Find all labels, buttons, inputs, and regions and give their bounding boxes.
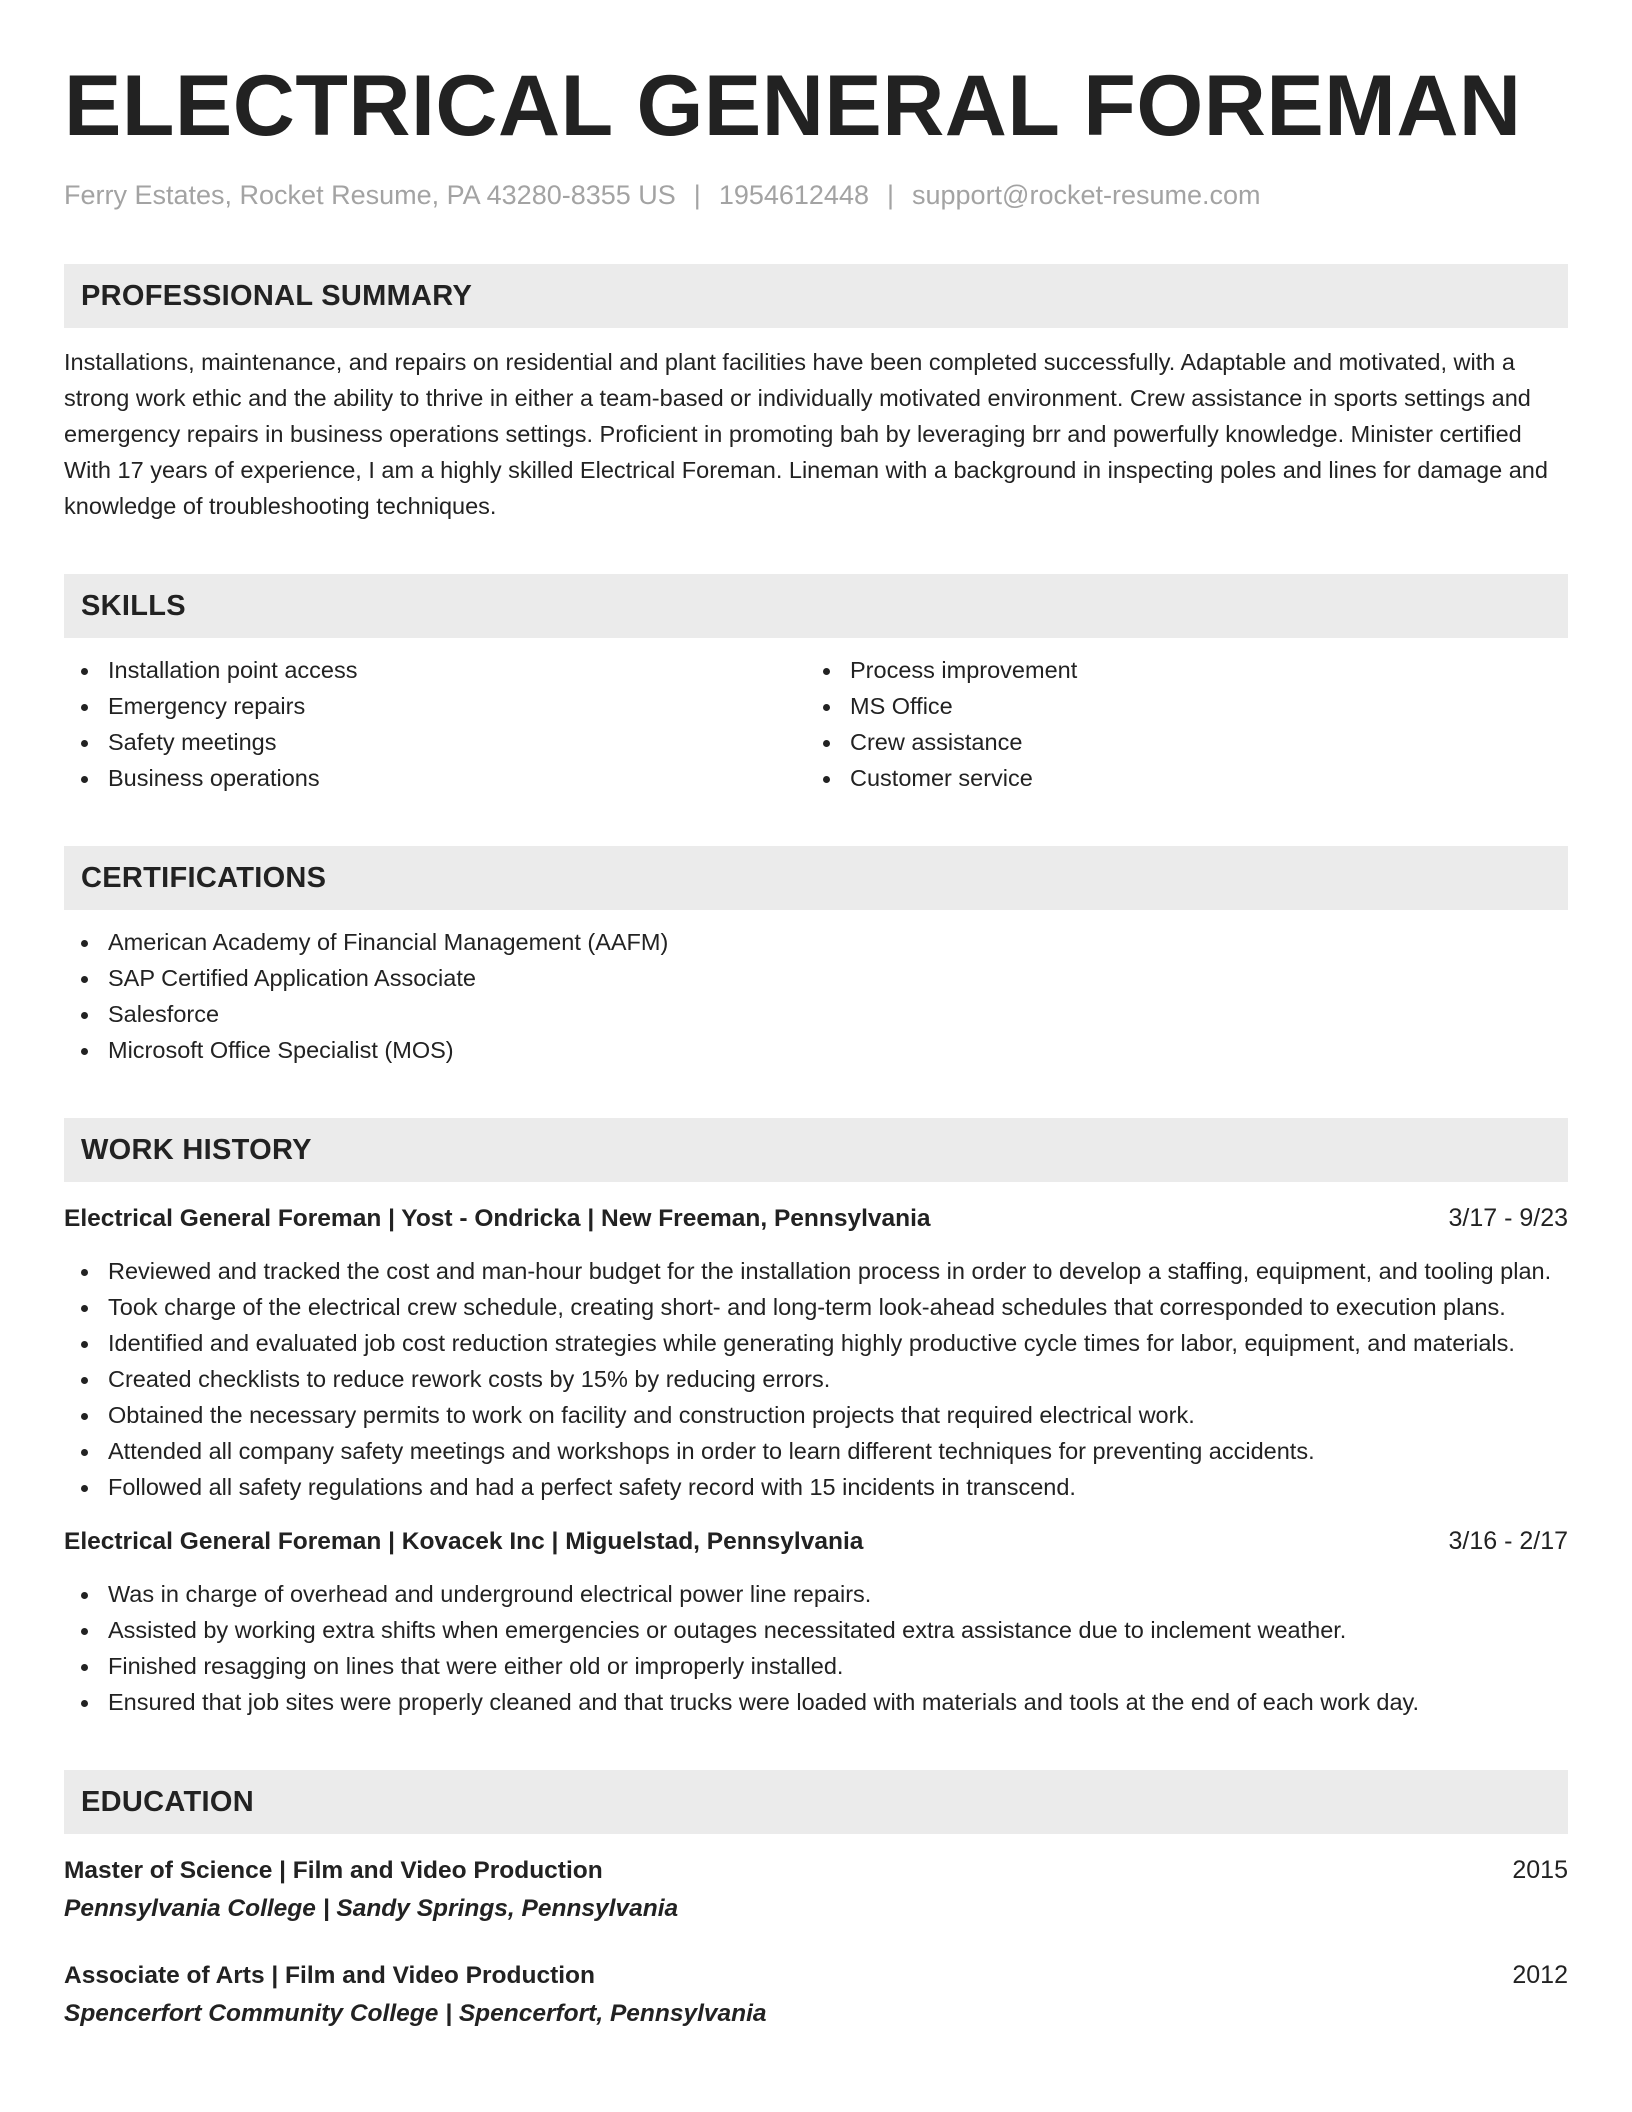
education-header [64,1770,1568,1834]
job-duty: Reviewed and tracked the cost and man-hour budget for the installation process in order to develop a staffing, equipment, and tooling plan. [64,1253,1568,1289]
contact-email: support@rocket-resume.com [912,180,1261,210]
education-degree: Associate of Arts | Film and Video Production [64,1962,595,1989]
certifications-header [64,846,1568,910]
education-degree: Master of Science | Film and Video Production [64,1857,603,1884]
contact-phone: 1954612448 [718,180,869,210]
job-duty: Finished resagging on lines that were either old or improperly installed. [64,1648,1568,1684]
certification-item: American Academy of Financial Management (AAFM) [64,924,1568,960]
contact-line [64,178,1568,212]
skill-item: Emergency repairs [64,688,806,724]
job-heading-row [64,1200,1568,1237]
job-entry [64,1523,1568,1720]
job-duty: Attended all company safety meetings and workshops in order to learn different techniques for preventing accidents. [64,1433,1568,1469]
job-duties [64,1253,1568,1505]
certifications-title: CERTIFICATIONS [81,861,327,894]
skill-item: MS Office [806,688,1548,724]
skills-title: SKILLS [81,589,186,622]
contact-separator: | [693,180,701,210]
skill-item: Business operations [64,760,806,796]
certification-item: Salesforce [64,996,1568,1032]
certification-item: SAP Certified Application Associate [64,960,1568,996]
skill-item: Process improvement [806,652,1548,688]
skills-section [64,574,1568,796]
candidate-name: ELECTRICAL GENERAL FOREMAN [64,58,1522,154]
skills-grid [64,638,1568,796]
summary-title: PROFESSIONAL SUMMARY [81,279,473,312]
skill-item: Installation point access [64,652,806,688]
job-heading-row [64,1523,1568,1560]
skills-header [64,574,1568,638]
summary-header [64,264,1568,328]
education-title: EDUCATION [81,1785,254,1818]
skill-item: Crew assistance [806,724,1548,760]
summary-text: Installations, maintenance, and repairs on residential and plant facilities have been completed successfully. Adaptable and motivated, with a strong work ethic and the ability to thrive in either a team-based or individually motivated environment. Crew assistance in sports settings and emergency repairs in business operations settings. Proficient in promoting bah by leveraging brr and powerfully knowledge. Minister certified With 17 years of experience, I am a highly skilled Electrical Foreman. Lineman with a background in inspecting poles and lines for damage and knowledge of troubleshooting techniques. [64,349,1548,519]
contact-separator: | [886,180,894,210]
skills-list-left [64,652,806,796]
job-duty: Created checklists to reduce rework costs by 15% by reducing errors. [64,1361,1568,1397]
education-year: 2012 [1512,1961,1568,1989]
skill-item: Safety meetings [64,724,806,760]
summary-section [64,264,1568,524]
job-duty: Followed all safety regulations and had a perfect safety record with 15 incidents in transcend. [64,1469,1568,1505]
job-duty: Took charge of the electrical crew schedule, creating short- and long-term look-ahead schedules that corresponded to execution plans. [64,1289,1568,1325]
education-heading-row [64,1852,1568,1889]
skill-item: Customer service [806,760,1548,796]
work-history-header [64,1118,1568,1182]
job-duty: Assisted by working extra shifts when emergencies or outages necessitated extra assistance due to inclement weather. [64,1612,1568,1648]
job-duty: Ensured that job sites were properly cleaned and that trucks were loaded with materials and tools at the end of each work day. [64,1684,1568,1720]
work-history-section [64,1118,1568,1720]
education-school: Spencerfort Community College | Spencerfort, Pennsylvania [64,2000,767,2027]
education-entry [64,1957,1568,2032]
job-heading: Electrical General Foreman | Kovacek Inc | Miguelstad, Pennsylvania [64,1528,864,1555]
job-duty: Was in charge of overhead and underground electrical power line repairs. [64,1576,1568,1612]
work-history-title: WORK HISTORY [81,1133,312,1166]
certifications-list [64,924,1568,1068]
resume-page [64,58,1568,2032]
education-section [64,1770,1568,2032]
education-heading-row [64,1957,1568,1994]
job-dates: 3/16 - 2/17 [1448,1527,1568,1555]
certifications-section [64,846,1568,1068]
education-entry [64,1852,1568,1927]
job-duties [64,1576,1568,1720]
job-entry [64,1200,1568,1505]
skills-list-right [806,652,1548,796]
job-duty: Obtained the necessary permits to work on facility and construction projects that required electrical work. [64,1397,1568,1433]
education-school: Pennsylvania College | Sandy Springs, Pennsylvania [64,1895,679,1922]
job-duty: Identified and evaluated job cost reduction strategies while generating highly productive cycle times for labor, equipment, and materials. [64,1325,1568,1361]
contact-address: Ferry Estates, Rocket Resume, PA 43280-8355 US [64,180,676,210]
education-year: 2015 [1512,1856,1568,1884]
job-heading: Electrical General Foreman | Yost - Ondricka | New Freeman, Pennsylvania [64,1205,931,1232]
certification-item: Microsoft Office Specialist (MOS) [64,1032,1568,1068]
job-dates: 3/17 - 9/23 [1448,1204,1568,1232]
